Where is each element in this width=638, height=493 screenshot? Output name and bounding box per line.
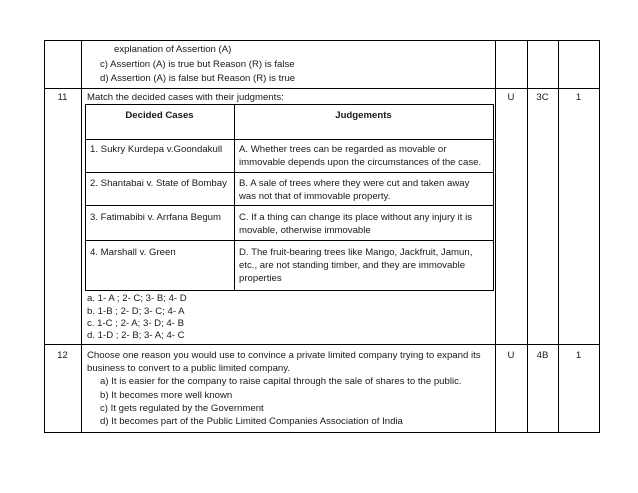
table-right-border: [599, 40, 600, 433]
answer-option-b: b) It becomes more well known: [100, 390, 233, 401]
option-c: c) Assertion (A) is true but Reason (R) is false: [100, 59, 295, 70]
answer-option-b: b. 1-B ; 2- D; 3- C; 4- A: [87, 306, 185, 317]
judgement-b-line-2: was not that of immovable property.: [239, 191, 391, 202]
header-decided-cases: Decided Cases: [125, 110, 194, 121]
answer-option-c: c. 1-C ; 2- A; 3- D; 4- B: [87, 318, 185, 329]
inner-left: [85, 104, 86, 291]
option-d: d) Assertion (A) is false but Reason (R) is true: [100, 73, 296, 84]
answer-option-d: d. 1-D ; 2- B; 3- A; 4- C: [87, 330, 185, 341]
continuation-line: explanation of Assertion (A): [114, 44, 232, 55]
judgement-d-line-1: D. The fruit-bearing trees like Mango, Jackfruit, Jamun,: [239, 247, 473, 258]
question-text-line-1: Choose one reason you would use to convince a private limited company trying to expand its: [87, 350, 481, 361]
inner-row-1-bottom: [85, 172, 493, 173]
marks: 1: [575, 350, 582, 361]
question-number: 12: [57, 350, 68, 361]
answer-option-a: a. 1- A ; 2- C; 3- B; 4- D: [87, 293, 187, 304]
table-top-border: [44, 40, 600, 41]
case-3: 3. Fatimabibi v. Arrfana Begum: [90, 212, 221, 223]
row-divider-11: [44, 88, 600, 89]
inner-row-2-bottom: [85, 205, 493, 206]
inner-row-3-bottom: [85, 240, 493, 241]
case-1: 1. Sukry Kurdepa v.Goondakull: [90, 144, 223, 155]
case-4: 4. Marshall v. Green: [90, 247, 176, 258]
question-number: 11: [57, 92, 68, 103]
column-divider-number: [81, 40, 82, 433]
judgement-c-line-2: movable, otherwise immovable: [239, 225, 371, 236]
inner-mid: [234, 104, 235, 291]
judgement-d-line-2: etc., are not standing timber, and they are immovable: [239, 260, 466, 271]
judgement-a-line-1: A. Whether trees can be regarded as movable or: [239, 144, 447, 155]
case-2: 2. Shantabai v. State of Bombay: [90, 178, 227, 189]
row-divider-12: [44, 344, 600, 345]
inner-top: [85, 104, 493, 105]
answer-option-d: d) It becomes part of the Public Limited Companies Association of India: [100, 416, 403, 427]
header-judgements: Judgements: [335, 110, 392, 121]
inner-header-bottom: [85, 139, 493, 140]
judgement-d-line-3: properties: [239, 273, 282, 284]
marks: 1: [575, 92, 582, 103]
judgement-a-line-2: immovable depends upon the circumstances of the case.: [239, 157, 482, 168]
judgement-c-line-1: C. If a thing can change its place without any injury it is: [239, 212, 473, 223]
answer-option-c: c) It gets regulated by the Government: [100, 403, 264, 414]
learning-outcome: 3C: [536, 92, 549, 103]
question-text-line-2: business to convert to a public limited company.: [87, 363, 290, 374]
inner-bottom: [85, 290, 493, 291]
table-bottom-border: [44, 432, 600, 433]
question-type: U: [507, 350, 515, 361]
judgement-b-line-1: B. A sale of trees where they were cut and taken away: [239, 178, 470, 189]
question-type: U: [507, 92, 515, 103]
question-text: Match the decided cases with their judgments:: [87, 92, 284, 103]
inner-right: [493, 104, 494, 291]
answer-option-a: a) It is easier for the company to raise capital through the sale of shares to the public.: [100, 376, 462, 387]
learning-outcome: 4B: [536, 350, 549, 361]
